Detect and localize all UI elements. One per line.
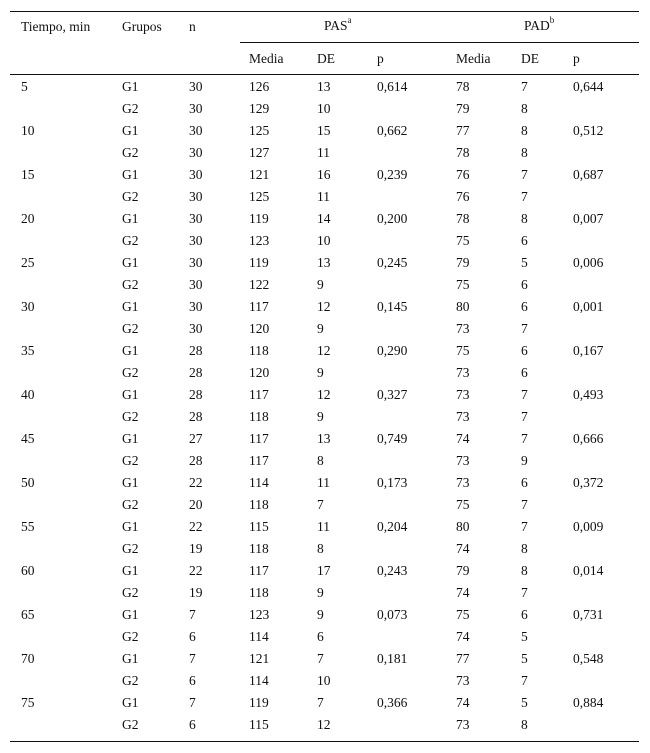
cell-pad-media: 75 [456, 277, 470, 292]
cell-n: 7 [189, 695, 196, 710]
cell-pad-p: 0,493 [573, 387, 604, 402]
cell-pas-media: 121 [249, 651, 270, 666]
cell-pas-de: 9 [317, 607, 324, 622]
cell-pad-p: 0,884 [573, 695, 604, 710]
cell-pad-p: 0,644 [573, 79, 604, 94]
cell-grupo: G2 [122, 365, 139, 380]
cell-tiempo: 50 [21, 475, 35, 490]
cell-pad-p: 0,731 [573, 607, 604, 622]
cell-pad-media: 79 [456, 563, 470, 578]
cell-pad-de: 5 [521, 651, 528, 666]
cell-pas-media: 117 [249, 431, 269, 446]
cell-grupo: G1 [122, 519, 139, 534]
cell-grupo: G2 [122, 673, 139, 688]
cell-pad-de: 7 [521, 497, 528, 512]
cell-n: 19 [189, 585, 203, 600]
cell-grupo: G2 [122, 101, 139, 116]
cell-pad-de: 8 [521, 123, 528, 138]
cell-pas-p: 0,181 [377, 651, 408, 666]
cell-pas-p: 0,327 [377, 387, 408, 402]
cell-grupo: G1 [122, 79, 139, 94]
cell-pad-media: 80 [456, 299, 470, 314]
cell-pas-p: 0,200 [377, 211, 408, 226]
cell-pad-p: 0,548 [573, 651, 604, 666]
cell-pas-p: 0,366 [377, 695, 408, 710]
cell-grupo: G1 [122, 343, 139, 358]
cell-pas-media: 123 [249, 607, 270, 622]
cell-n: 30 [189, 233, 203, 248]
cell-pas-media: 115 [249, 519, 269, 534]
cell-pad-p: 0,687 [573, 167, 604, 182]
cell-pad-de: 6 [521, 475, 528, 490]
cell-n: 30 [189, 277, 203, 292]
cell-pad-media: 75 [456, 343, 470, 358]
cell-n: 30 [189, 123, 203, 138]
cell-pad-de: 7 [521, 585, 528, 600]
cell-pas-de: 9 [317, 321, 324, 336]
cell-pas-de: 6 [317, 629, 324, 644]
cell-grupo: G1 [122, 167, 139, 182]
cell-pad-media: 73 [456, 475, 470, 490]
cell-pad-media: 73 [456, 673, 470, 688]
top-rule [10, 11, 639, 12]
cell-pas-de: 10 [317, 233, 331, 248]
cell-pad-de: 6 [521, 299, 528, 314]
cell-pas-media: 115 [249, 717, 269, 732]
cell-pas-p: 0,239 [377, 167, 408, 182]
group-header-rule [240, 42, 639, 43]
cell-pas-media: 127 [249, 145, 270, 160]
cell-pad-de: 7 [521, 431, 528, 446]
cell-grupo: G2 [122, 629, 139, 644]
cell-n: 28 [189, 365, 203, 380]
cell-pas-de: 16 [317, 167, 331, 182]
cell-pas-de: 9 [317, 409, 324, 424]
cell-pas-de: 12 [317, 299, 331, 314]
cell-pas-media: 122 [249, 277, 270, 292]
cell-pad-de: 7 [521, 673, 528, 688]
cell-n: 30 [189, 255, 203, 270]
cell-tiempo: 10 [21, 123, 35, 138]
cell-pas-media: 118 [249, 497, 269, 512]
cell-pad-de: 6 [521, 365, 528, 380]
cell-pad-de: 5 [521, 255, 528, 270]
cell-pad-media: 75 [456, 233, 470, 248]
cell-pas-de: 7 [317, 695, 324, 710]
cell-pas-p: 0,243 [377, 563, 408, 578]
header-bottom-rule [10, 74, 639, 75]
cell-grupo: G2 [122, 409, 139, 424]
cell-pas-de: 11 [317, 145, 330, 160]
cell-n: 30 [189, 145, 203, 160]
cell-pad-p: 0,512 [573, 123, 604, 138]
cell-tiempo: 55 [21, 519, 35, 534]
cell-pad-de: 8 [521, 541, 528, 556]
header-pas-media: Media [249, 51, 284, 66]
cell-n: 20 [189, 497, 203, 512]
cell-pad-media: 73 [456, 409, 470, 424]
cell-pad-p: 0,167 [573, 343, 604, 358]
cell-pad-media: 78 [456, 211, 470, 226]
cell-n: 30 [189, 211, 203, 226]
cell-n: 28 [189, 343, 203, 358]
cell-pas-p: 0,749 [377, 431, 408, 446]
cell-pad-de: 5 [521, 695, 528, 710]
cell-grupo: G2 [122, 541, 139, 556]
cell-grupo: G1 [122, 563, 139, 578]
cell-pas-media: 114 [249, 475, 269, 490]
cell-grupo: G2 [122, 277, 139, 292]
cell-grupo: G2 [122, 321, 139, 336]
cell-n: 6 [189, 717, 196, 732]
cell-pas-media: 123 [249, 233, 270, 248]
cell-pad-media: 74 [456, 585, 470, 600]
cell-n: 7 [189, 651, 196, 666]
cell-n: 28 [189, 453, 203, 468]
cell-pad-de: 7 [521, 189, 528, 204]
cell-n: 27 [189, 431, 203, 446]
cell-pas-de: 14 [317, 211, 331, 226]
cell-pas-media: 118 [249, 409, 269, 424]
cell-n: 30 [189, 167, 203, 182]
cell-pas-media: 114 [249, 629, 269, 644]
cell-pas-de: 13 [317, 431, 331, 446]
header-pas-de: DE [317, 51, 335, 66]
cell-pas-media: 121 [249, 167, 270, 182]
header-grupos: Grupos [122, 19, 162, 34]
cell-pas-media: 118 [249, 585, 269, 600]
cell-pas-de: 15 [317, 123, 331, 138]
cell-pad-p: 0,006 [573, 255, 604, 270]
cell-grupo: G2 [122, 717, 139, 732]
cell-pas-media: 118 [249, 343, 269, 358]
cell-pad-de: 7 [521, 519, 528, 534]
header-pad-p: p [573, 51, 580, 66]
cell-pad-media: 73 [456, 321, 470, 336]
cell-pad-media: 78 [456, 79, 470, 94]
cell-pad-p: 0,007 [573, 211, 604, 226]
cell-n: 6 [189, 673, 196, 688]
cell-tiempo: 60 [21, 563, 35, 578]
cell-tiempo: 35 [21, 343, 35, 358]
cell-pas-de: 12 [317, 717, 331, 732]
header-pas-label: PAS [324, 18, 348, 33]
cell-grupo: G1 [122, 387, 139, 402]
cell-pas-media: 129 [249, 101, 270, 116]
cell-pas-media: 125 [249, 189, 270, 204]
cell-pas-p: 0,662 [377, 123, 408, 138]
cell-pad-p: 0,014 [573, 563, 604, 578]
cell-pas-p: 0,145 [377, 299, 408, 314]
cell-grupo: G2 [122, 453, 139, 468]
cell-pas-p: 0,245 [377, 255, 408, 270]
cell-grupo: G2 [122, 497, 139, 512]
header-pad [524, 14, 555, 34]
cell-pas-de: 12 [317, 343, 331, 358]
cell-pas-p: 0,290 [377, 343, 408, 358]
cell-pad-media: 74 [456, 541, 470, 556]
header-pas-p: p [377, 51, 384, 66]
cell-pas-media: 120 [249, 365, 270, 380]
cell-tiempo: 75 [21, 695, 35, 710]
bottom-rule [10, 741, 639, 742]
cell-pas-de: 11 [317, 475, 330, 490]
cell-grupo: G1 [122, 607, 139, 622]
cell-n: 22 [189, 475, 203, 490]
cell-pad-media: 75 [456, 607, 470, 622]
cell-pas-de: 9 [317, 277, 324, 292]
cell-pad-media: 80 [456, 519, 470, 534]
header-tiempo: Tiempo, min [21, 19, 91, 34]
cell-pas-p: 0,173 [377, 475, 408, 490]
cell-tiempo: 20 [21, 211, 35, 226]
cell-grupo: G2 [122, 585, 139, 600]
cell-n: 30 [189, 79, 203, 94]
cell-pas-media: 117 [249, 453, 269, 468]
cell-grupo: G1 [122, 299, 139, 314]
cell-pad-media: 73 [456, 453, 470, 468]
cell-pas-de: 10 [317, 673, 331, 688]
header-pad-label: PAD [524, 18, 550, 33]
cell-grupo: G1 [122, 431, 139, 446]
cell-grupo: G1 [122, 123, 139, 138]
cell-pad-de: 6 [521, 233, 528, 248]
cell-pad-media: 78 [456, 145, 470, 160]
cell-pas-de: 11 [317, 519, 330, 534]
cell-pas-media: 119 [249, 211, 269, 226]
header-pad-de: DE [521, 51, 539, 66]
cell-pas-de: 8 [317, 453, 324, 468]
cell-pas-p: 0,614 [377, 79, 408, 94]
cell-pas-media: 118 [249, 541, 269, 556]
cell-pad-media: 76 [456, 189, 470, 204]
cell-pas-media: 120 [249, 321, 270, 336]
cell-pas-de: 17 [317, 563, 331, 578]
cell-n: 30 [189, 299, 203, 314]
cell-pas-media: 119 [249, 695, 269, 710]
cell-pad-de: 8 [521, 145, 528, 160]
cell-tiempo: 40 [21, 387, 35, 402]
cell-pas-media: 117 [249, 299, 269, 314]
cell-pad-de: 7 [521, 79, 528, 94]
cell-pad-media: 79 [456, 101, 470, 116]
cell-pad-p: 0,372 [573, 475, 604, 490]
cell-pas-de: 7 [317, 651, 324, 666]
cell-pad-media: 79 [456, 255, 470, 270]
header-pas [324, 14, 352, 34]
header-pad-footnote: b [549, 14, 555, 25]
header-pad-media: Media [456, 51, 491, 66]
cell-pad-de: 8 [521, 101, 528, 116]
cell-tiempo: 65 [21, 607, 35, 622]
cell-tiempo: 15 [21, 167, 35, 182]
cell-tiempo: 5 [21, 79, 28, 94]
cell-pad-de: 9 [521, 453, 528, 468]
cell-pas-de: 8 [317, 541, 324, 556]
cell-pad-de: 8 [521, 563, 528, 578]
cell-grupo: G2 [122, 233, 139, 248]
cell-pas-de: 7 [317, 497, 324, 512]
cell-pas-p: 0,204 [377, 519, 408, 534]
cell-pas-de: 10 [317, 101, 331, 116]
cell-pad-p: 0,001 [573, 299, 604, 314]
cell-pas-de: 9 [317, 585, 324, 600]
cell-pad-p: 0,666 [573, 431, 604, 446]
cell-pas-de: 12 [317, 387, 331, 402]
cell-n: 28 [189, 409, 203, 424]
cell-pad-de: 7 [521, 167, 528, 182]
cell-n: 22 [189, 519, 203, 534]
cell-pad-p: 0,009 [573, 519, 604, 534]
cell-grupo: G1 [122, 695, 139, 710]
cell-pas-media: 126 [249, 79, 270, 94]
cell-pad-de: 7 [521, 387, 528, 402]
header-pas-footnote: a [347, 14, 352, 25]
cell-tiempo: 45 [21, 431, 35, 446]
cell-pad-de: 5 [521, 629, 528, 644]
cell-n: 7 [189, 607, 196, 622]
cell-grupo: G2 [122, 189, 139, 204]
cell-pas-media: 125 [249, 123, 270, 138]
cell-pad-de: 8 [521, 211, 528, 226]
cell-grupo: G1 [122, 475, 139, 490]
cell-pad-de: 7 [521, 409, 528, 424]
cell-pas-p: 0,073 [377, 607, 408, 622]
cell-grupo: G2 [122, 145, 139, 160]
cell-n: 19 [189, 541, 203, 556]
cell-pad-de: 6 [521, 607, 528, 622]
cell-pad-media: 73 [456, 365, 470, 380]
cell-tiempo: 25 [21, 255, 35, 270]
cell-grupo: G1 [122, 651, 139, 666]
cell-pad-de: 8 [521, 717, 528, 732]
cell-pad-media: 74 [456, 431, 470, 446]
cell-pas-media: 117 [249, 387, 269, 402]
cell-pad-media: 74 [456, 629, 470, 644]
cell-pad-de: 7 [521, 321, 528, 336]
cell-pas-media: 117 [249, 563, 269, 578]
cell-pad-media: 73 [456, 717, 470, 732]
cell-n: 30 [189, 189, 203, 204]
cell-grupo: G1 [122, 211, 139, 226]
cell-n: 6 [189, 629, 196, 644]
cell-pad-de: 6 [521, 343, 528, 358]
cell-n: 22 [189, 563, 203, 578]
cell-pad-media: 76 [456, 167, 470, 182]
cell-pad-de: 6 [521, 277, 528, 292]
cell-grupo: G1 [122, 255, 139, 270]
cell-pad-media: 77 [456, 651, 470, 666]
cell-pas-de: 13 [317, 255, 331, 270]
cell-pad-media: 75 [456, 497, 470, 512]
cell-pas-media: 114 [249, 673, 269, 688]
cell-pas-de: 13 [317, 79, 331, 94]
cell-pas-media: 119 [249, 255, 269, 270]
cell-pad-media: 77 [456, 123, 470, 138]
cell-tiempo: 30 [21, 299, 35, 314]
header-n: n [189, 19, 196, 34]
cell-n: 28 [189, 387, 203, 402]
cell-pas-de: 11 [317, 189, 330, 204]
cell-pad-media: 73 [456, 387, 470, 402]
cell-tiempo: 70 [21, 651, 35, 666]
cell-pad-media: 74 [456, 695, 470, 710]
cell-n: 30 [189, 101, 203, 116]
cell-n: 30 [189, 321, 203, 336]
cell-pas-de: 9 [317, 365, 324, 380]
